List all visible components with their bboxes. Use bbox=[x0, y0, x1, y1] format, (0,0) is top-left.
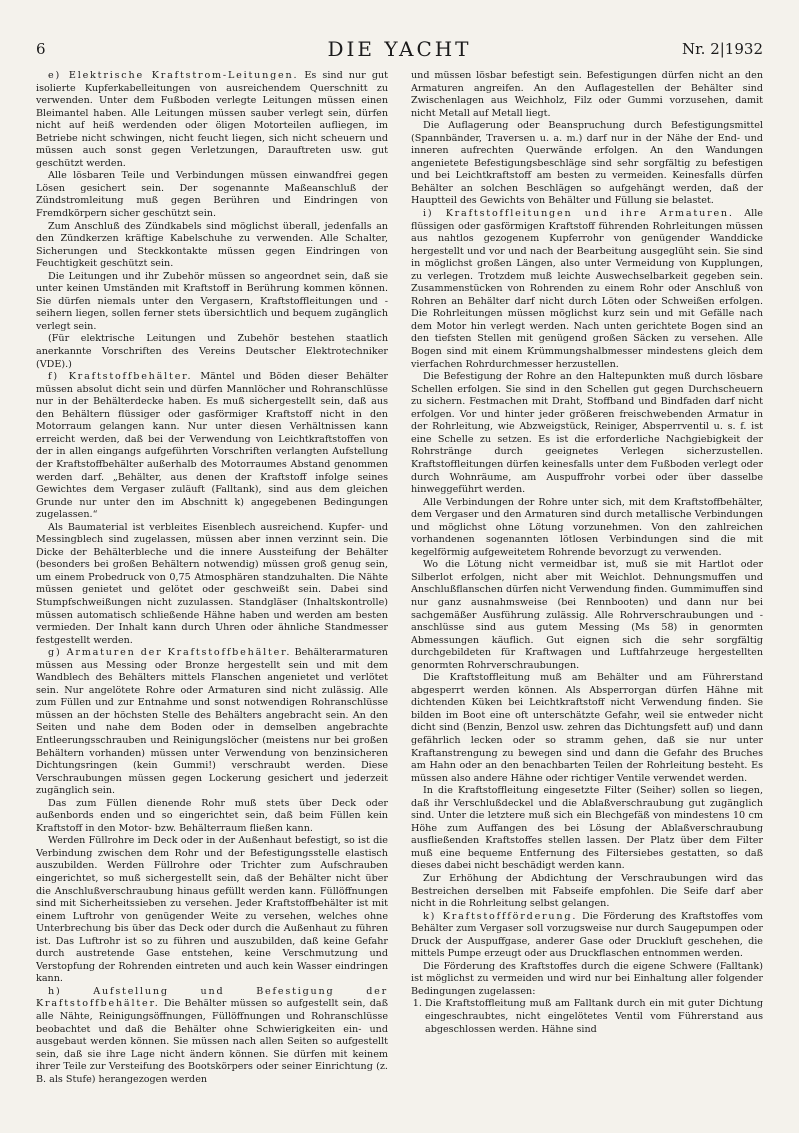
section-heading: f) Kraftstoffbehälter. bbox=[48, 371, 193, 383]
section-heading: e) Elektrische Kraftstrom-Leitungen. bbox=[48, 70, 299, 81]
section-paragraph bbox=[36, 986, 388, 1086]
right-column bbox=[411, 70, 763, 1105]
paragraph: Die Auflagerung oder Beanspruchung durch Befestigungsmittel (Spannbänder, Traversen u. a. m.) darf nur in der Nähe der End- und inneren aufrechten Querwände erfolgen. An den Wandungen angenietete Befestigungsbeschläge sind sehr sorgfältig zu befestigen und bei Leichtkraftstoff am besten zu vermeiden. Keinesfalls dürfen Behälter an solchen Beschlägen so aufgehängt werden, daß der Hauptteil des Gewichts von Behälter und Füllung sie belastet. bbox=[411, 120, 763, 207]
section-paragraph bbox=[411, 208, 763, 371]
section-text: Die Förderung des Kraftstoffes vom Behälter zum Vergaser soll vorzugsweise nur durch Saugepumpen oder Druck der Auspuffgase, anderer Gase oder Druckluft geschehen, die mittels Pumpe erzeugt oder aus Druckflaschen entnommen werden. bbox=[411, 910, 763, 960]
continued-paragraph: und müssen lösbar befestigt sein. Befestigungen dürfen nicht an den Armaturen angreifen. An den Auflagestellen der Behälter sind Zwischenlagen aus Weichholz, Filz oder Gummi vorzusehen, damit nicht Metall auf Metall liegt. bbox=[411, 70, 763, 119]
article-body bbox=[36, 70, 763, 1105]
paragraph: Die Förderung des Kraftstoffes durch die eigene Schwere (Falltank) ist möglichst zu vermeiden und wird nur bei Einhaltung aller folgender Bedingungen zugelassen: bbox=[411, 960, 763, 997]
section-paragraph bbox=[36, 647, 388, 798]
section-text: Die Behälter müssen so aufgestellt sein, daß alle Nähte, Reinigungsöffnungen, Füllöffnungen und Rohranschlüsse beobachtet und daß die Behälter ohne Schwierigkeiten ein- und ausgebaut werden können. Sie müssen nach allen Seiten so aufgestellt sein, daß sie ihre Lage nicht ändern können. Sie dürfen mit keinem ihrer Teile zur Versteifung des Bootskörpers oder seiner Einrichtung (z. B. als Stufe) herangezogen werden bbox=[36, 998, 388, 1085]
paragraph: Das zum Füllen dienende Rohr muß stets über Deck oder außenbords enden und so eingerichtet sein, daß beim Füllen kein Kraftstoff in den Motor- bzw. Behälterraum fließen kann. bbox=[36, 797, 388, 834]
section-paragraph bbox=[36, 371, 388, 522]
left-column bbox=[36, 70, 388, 1105]
section-text: Alle flüssigen oder gasförmigen Kraftstoff führenden Rohrleitungen müssen aus nahtlos gezogenem Kupferrohr von genügender Wanddicke hergestellt und vor und nach der Bearbeitung ausgeglüht sein. Sie sind in möglichst großen Längen, also unter Vermeidung von Kupplungen, zu verlegen. Trotzdem muß leichte Auswechselbarkeit gegeben sein. Zusammenstücken von Rohrenden zu einem Rohr oder Anschluß von Rohren an Behälter darf nicht durch Löten oder Schweißen erfolgen. Die Rohrleitungen müssen möglichst kurz sein und mit Gefälle nach dem Motor hin verlegt werden. Nach unten gerichtete Bogen sind an den tiefsten Stellen mit genügend großen Säcken zu versehen. Alle Bogen sind mit einem Krümmungshalbmesser mindestens gleich dem vierfachen Rohrdurchmesser herzustellen. bbox=[411, 208, 763, 370]
conditions-list bbox=[411, 998, 763, 1036]
paragraph: Die Leitungen und ihr Zubehör müssen so angeordnet sein, daß sie unter keinen Umständen mit Kraftstoff in Berührung kommen können. Sie dürfen niemals unter den Vergasern, Kraftstoffleitungen und -seihern liegen, sollen ferner stets übersichtlich und bequem zugänglich verlegt sein. bbox=[36, 270, 388, 332]
paragraph: Alle lösbaren Teile und Verbindungen müssen einwandfrei gegen Lösen gesichert sein. Der sogenannte Maßeanschluß der Zündstromleitung muß gegen Berühren und Eindringen von Fremdkörpern sicher geschützt sein. bbox=[36, 170, 388, 220]
magazine-title: DIE YACHT bbox=[327, 37, 472, 61]
paragraph: Die Kraftstoffleitung muß am Behälter und am Führerstand abgesperrt werden können. Als Absperrorgan dürfen Hähne mit dichtenden Küken bei Leichtkraftstoff nicht Verwendung finden. Sie bilden im Boot eine oft unterschätzte Gefahr, weil sie entweder nicht dicht sind (Benzin, Benzol usw. zehren das Dichtungsfett auf) und dann gefährlich lecken oder so stramm gehen, daß sie nur unter Kraftanstrengung zu bewegen sind und dann die Gefahr des Bruches am Hahn oder an den benachbarten Teilen der Rohrleitung besteht. Es müssen also andere Hähne oder richtiger Ventile verwendet werden. bbox=[411, 672, 763, 784]
section-heading: i) Kraftstoffleitungen und ihre Armaturen. bbox=[423, 208, 734, 220]
section-text: Es sind nur gut isolierte Kupferkabelleitungen von ausreichendem Querschnitt zu verwenden. Unter dem Fußboden verlegte Leitungen müssen einen Bleimantel haben. Alle Leitungen müssen sauber verlegt sein, dürfen nicht auf heiß werdenden oder öligen Motorteilen aufliegen, im Betriebe nicht schwingen, nicht feucht liegen, sich nicht scheuern und müssen auch sonst gegen Verletzungen, Darauftreten usw. gut geschützt werden. bbox=[36, 70, 388, 169]
section-text: Mäntel und Böden dieser Behälter müssen absolut dicht sein und dürfen Mannlöcher und Rohranschlüsse nur in der Behälterdecke haben. Es muß sichergestellt sein, daß aus den Behältern flüssiger oder gasförmiger Kraftstoff nicht in den Motorraum gelangen kann. Nur unter diesen Verhältnissen kann erreicht werden, daß bei der Verwendung von Leichtkraftstoffen von der in allen eingangs aufgeführten Vorschriften verlangten Aufstellung der Kraftstoffbehälter außerhalb des Motorraumes Abstand genommen werden darf. „Behälter, aus denen der Kraftstoff infolge seines Gewichtes dem Vergaser zuläuft (Falltank), sind aus dem gleichen Grunde nur unter den im Abschnitt k) angegebenen Bedingungen zugelassen.“ bbox=[36, 371, 388, 521]
section-text: Behälterarmaturen müssen aus Messing oder Bronze hergestellt sein und mit dem Wandblech des Behälters mittels Flanschen angenietet und verlötet sein. Nur angelötete Rohre oder Armaturen sind nicht zulässig. Alle zum Füllen und zur Entnahme und sonst notwendigen Rohranschlüsse müssen an der höchsten Stelle des Behälters angebracht sein. An den Seiten und nahe dem Boden oder in demselben angebrachte Entleerungsschrauben und Reinigungslöcher (meistens nur bei großen Behältern vorhanden) müssen unter Verwendung von benzinsicheren Dichtungsringen (kein Gummi!) verschraubt werden. Diese Verschraubungen müssen gegen Lockerung gesichert und jederzeit zugänglich sein. bbox=[36, 647, 388, 797]
section-heading: k) Kraftstoffförderung. bbox=[423, 910, 578, 922]
section-heading: h) Aufstellung und Befestigung der Kraftstoffbehälter. bbox=[36, 985, 388, 1010]
paragraph: Wo die Lötung nicht vermeidbar ist, muß sie mit Hartlot oder Silberlot erfolgen, nicht aber mit Weichlot. Dehnungsmuffen und Anschlußflanschen dürfen nicht Verwendung finden. Gummimuffen sind nur ganz ausnahmsweise (bei Rennbooten) und dann nur bei sachgemäßer Ausführung zulässig. Alle Rohrverschraubungen und -anschlüsse sind aus gutem Messing (Ms 58) in genormten Abmessungen käuflich. Gut eignen sich die sehr sorgfältig durchgebildeten für Kraftwagen und Luftfahrzeuge hergestellten genormten Rohrverschraubungen. bbox=[411, 559, 763, 671]
page-header bbox=[36, 38, 763, 60]
paragraph: Alle Verbindungen der Rohre unter sich, mit dem Kraftstoffbehälter, dem Vergaser und den Armaturen sind durch metallische Verbindungen und möglichst ohne Lötung vorzunehmen. Von den zahlreichen vorhandenen sogenannten lötlosen Verbindungen sind die mit kegelförmig aufgeweitetem Rohrende bevorzugt zu verwenden. bbox=[411, 496, 763, 558]
paragraph: Werden Füllrohre im Deck oder in der Außenhaut befestigt, so ist die Verbindung zwischen dem Rohr und der Befestigungsstelle elastisch auszubilden. Werden Füllrohre oder Trichter zum Aufschrauben eingerichtet, so muß sichergestellt sein, daß der Behälter nicht über die Anschlußverschraubung hinaus gefüllt werden kann. Füllöffnungen sind mit Sicherheitssieben zu versehen. Jeder Kraftstoffbehälter ist mit einem Luftrohr von genügender Weite zu versehen, welches ohne Unterbrechung bis über das Deck oder durch die Außenhaut zu führen ist. Das Luftrohr ist so zu führen und auszubilden, daß keine Gefahr durch austretende Gase entstehen, keine Verschmutzung und Verstopfung der Rohrenden eintreten und auch kein Wasser eindringen kann. bbox=[36, 835, 388, 985]
condition-item: 1. Die Kraftstoffleitung muß am Falltank durch ein mit guter Dichtung eingeschraubtes, nicht eingelötetes Ventil vom Führerstand aus abgeschlossen werden. Hähne sind bbox=[425, 998, 763, 1036]
section-paragraph bbox=[36, 70, 388, 170]
paragraph: Als Baumaterial ist verbleites Eisenblech ausreichend. Kupfer- und Messingblech sind zugelassen, müssen aber innen verzinnt sein. Die Dicke der Behälterbleche und die innere Aussteifung der Behälter (besonders bei großen Behältern notwendig) müssen groß genug sein, um einem Probedruck von 0,75 Atmosphären standzuhalten. Die Nähte müssen genietet und gelötet oder geschweißt sein. Dabei sind Stumpfschweißungen nicht zuzulassen. Standgläser (Inhaltskontrolle) müssen automatisch schließende Hähne haben und werden am besten vermieden. Der Inhalt kann durch Uhren oder ähnliche Standmesser festgestellt werden. bbox=[36, 521, 388, 646]
section-heading: g) Armaturen der Kraftstoffbehälter. bbox=[48, 647, 292, 659]
page-number: 6 bbox=[36, 40, 46, 58]
paragraph: (Für elektrische Leitungen und Zubehör bestehen staatlich anerkannte Vorschriften des Vereins Deutscher Elektrotechniker (VDE).) bbox=[36, 333, 388, 370]
paragraph: Zum Anschluß des Zündkabels sind möglichst überall, jedenfalls an den Zündkerzen kräftige Kabelschuhe zu verwenden. Alle Schalter, Sicherungen und Steckkontakte müssen gegen Eindringen von Feuchtigkeit geschützt sein. bbox=[36, 220, 388, 270]
paragraph: In die Kraftstoffleitung eingesetzte Filter (Seiher) sollen so liegen, daß ihr Verschlußdeckel und die Ablaßverschraubung gut zugänglich sind. Unter die letztere muß sich ein Blechgefäß von mindestens 10 cm Höhe zum Auffangen des bei Lösung der Ablaßverschraubung ausfließenden Kraftstoffes stellen lassen. Der Platz über dem Filter muß eine bequeme Entfernung des Filtersiebes gestatten, so daß dieses dabei nicht beschädigt werden kann. bbox=[411, 785, 763, 872]
paragraph: Die Befestigung der Rohre an den Haltepunkten muß durch lösbare Schellen erfolgen. Sie sind in den Schellen gut gegen Durchscheuern zu sichern. Festmachen mit Draht, Stoffband und Bindfaden darf nicht erfolgen. Vor und hinter jeder größeren freischwebenden Armatur in der Rohrleitung, wie Abzweigstück, Reiniger, Absperrventil u. s. f. ist eine Schelle zu setzen. Es ist die erforderliche Nachgiebigkeit der Rohrstränge durch geeignetes Verlegen sicherzustellen. Kraftstoffleitungen dürfen keinesfalls unter dem Fußboden verlegt oder durch Wohnräume, am Auspuffrohr vorbei oder über dasselbe hinweggeführt werden. bbox=[411, 371, 763, 496]
paragraph: Zur Erhöhung der Abdichtung der Verschraubungen wird das Bestreichen derselben mit Fabseife empfohlen. Die Seife darf aber nicht in die Rohrleitung selbst gelangen. bbox=[411, 873, 763, 910]
issue-number: Nr. 2|1932 bbox=[682, 40, 763, 58]
section-paragraph bbox=[411, 911, 763, 961]
